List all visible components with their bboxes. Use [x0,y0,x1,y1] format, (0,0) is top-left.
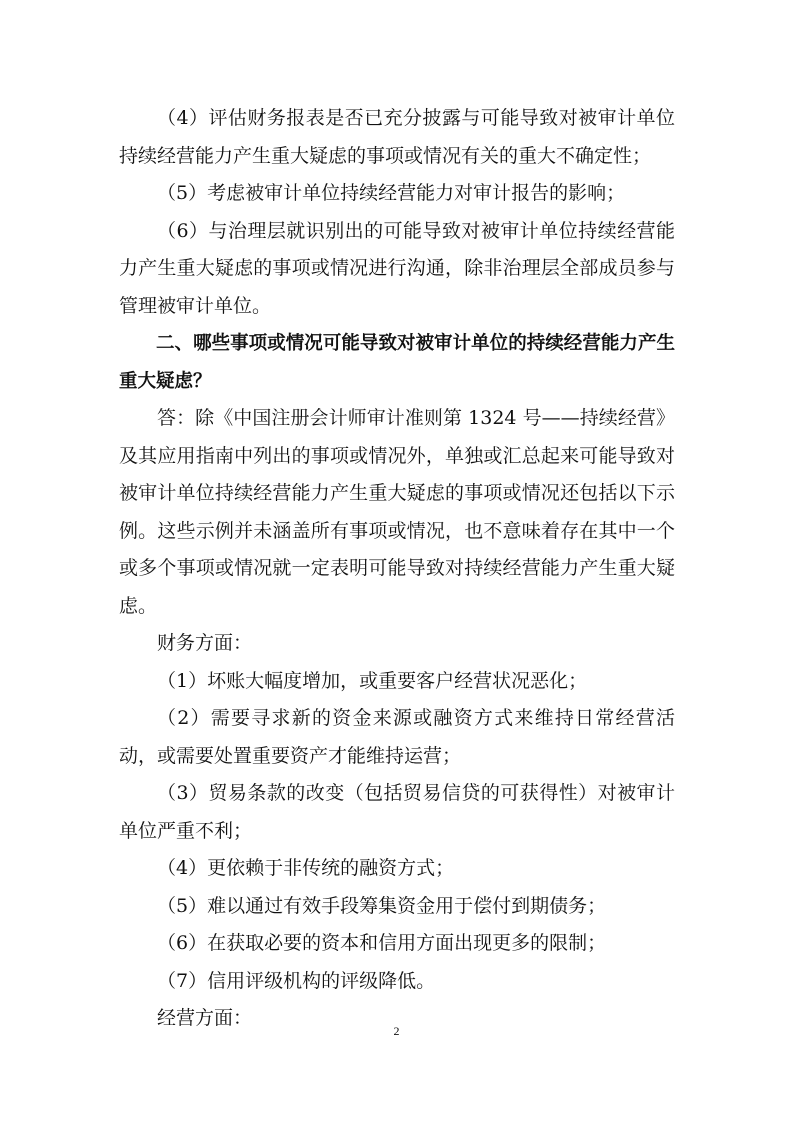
subheading-operational: 经营方面： [157,1007,253,1029]
financial-item-3: （3）贸易条款的改变（包括贸易信贷的可获得性）对被审计单位严重不利； [119,782,675,842]
financial-item-2: （2）需要寻求新的资金来源或融资方式来维持日常经营活动，或需要处置重要资产才能维持运营； [119,707,675,767]
financial-item-1: （1）坏账大幅度增加，或重要客户经营状况恶化； [157,669,588,692]
paragraph-item-5: （5）考虑被审计单位持续经营能力对审计报告的影响； [157,182,626,204]
page-number: 2 [393,1024,400,1038]
section-heading: 二、哪些事项或情况可能导致对被审计单位的持续经营能力产生重大疑虑？ [119,333,675,392]
subheading-financial: 财务方面： [157,632,253,654]
financial-item-6: （6）在获取必要的资本和信用方面出现更多的限制； [157,932,607,954]
page-body [119,100,675,1038]
paragraph-item-4: （4）评估财务报表是否已充分披露与可能导致对被审计单位持续经营能力产生重大疑虑的事项或情况有关的重大不确定性； [119,107,675,167]
financial-item-7: （7）信用评级机构的评级降低。 [157,969,436,992]
paragraph-item-6: （6）与治理层就识别出的可能导致对被审计单位持续经营能力产生重大疑虑的事项或情况进行沟通，除非治理层全部成员参与管理被审计单位。 [119,219,675,317]
answer-paragraph: 答：除《中国注册会计师审计准则第 1324 号——持续经营》及其应用指南中列出的事项或情况外，单独或汇总起来可能导致对被审计单位持续经营能力产生重大疑虑的事项或情况还包括以下示例。这些示例并未涵盖所有事项或情况，也不意味着存在其中一个或多个事项或情况就一定表明可能导致对持续经营能力产生重大疑虑。 [119,407,675,617]
financial-item-5: （5）难以通过有效手段筹集资金用于偿付到期债务； [157,894,607,917]
financial-item-4: （4）更依赖于非传统的融资方式； [157,857,455,879]
